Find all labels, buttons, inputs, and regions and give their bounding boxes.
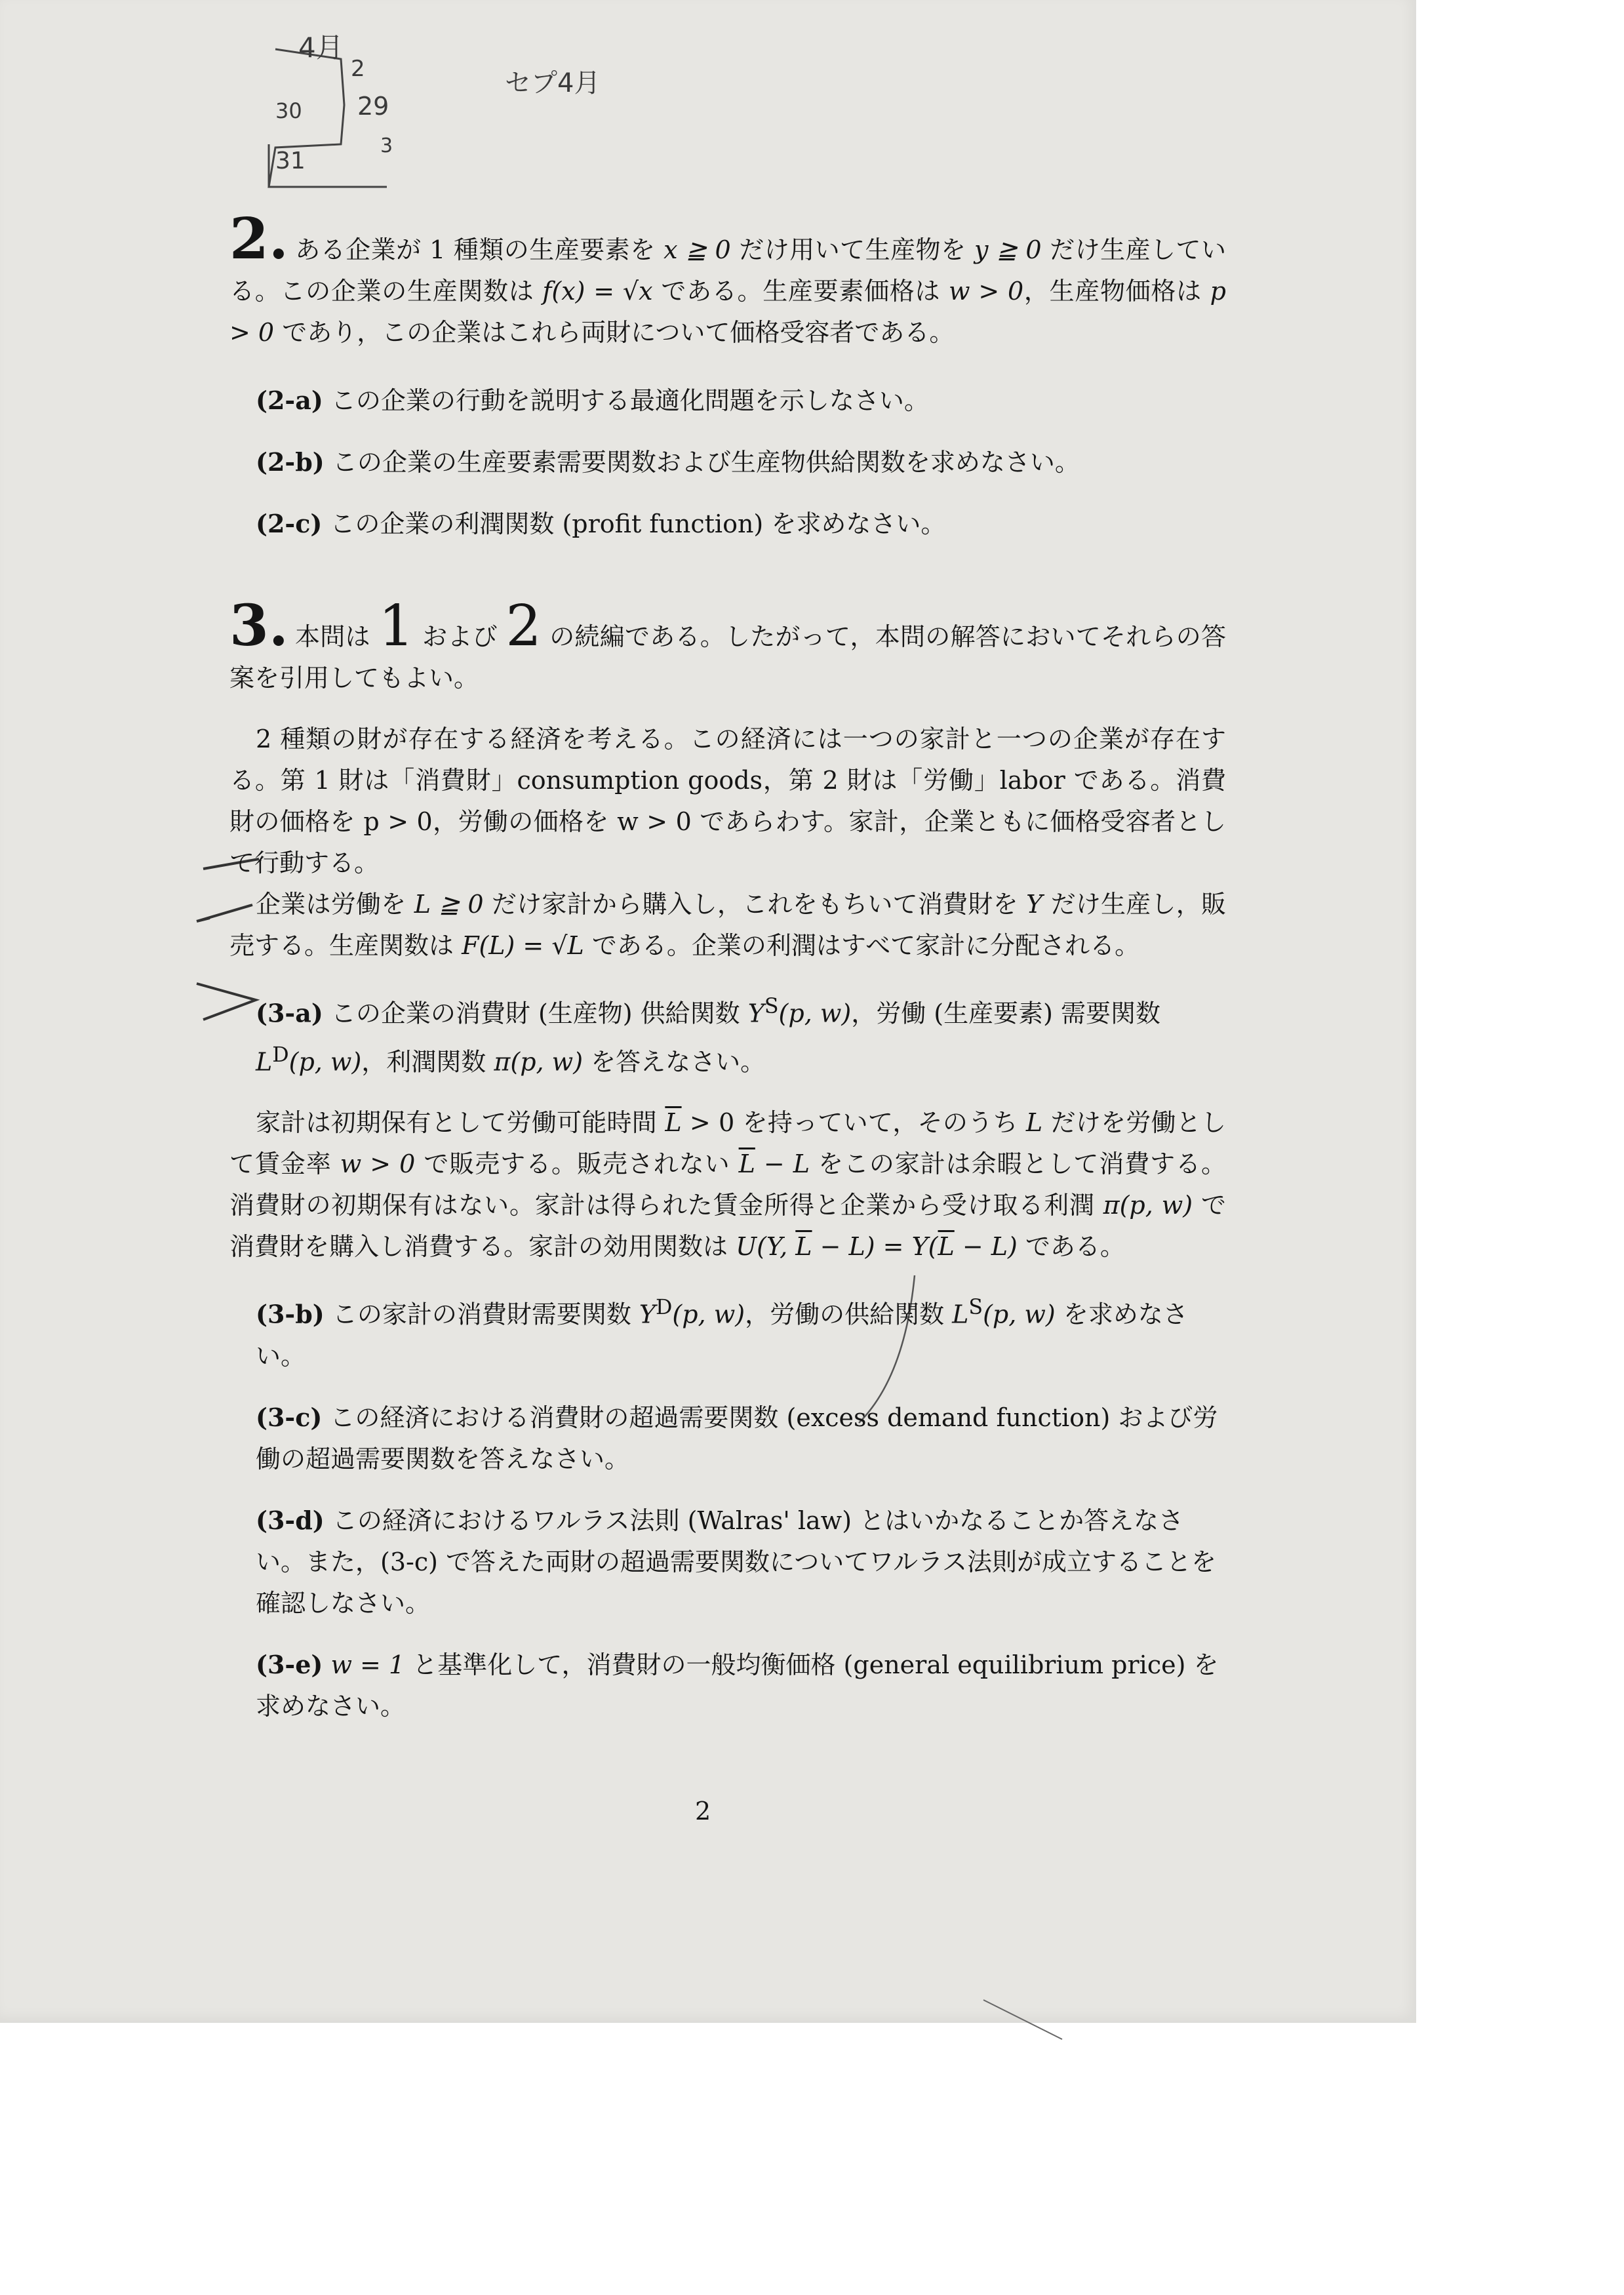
handwritten-number: 2: [351, 56, 365, 82]
question-2-intro: 2. ある企業が 1 種類の生産要素を x ≧ 0 だけ用いて生産物を y ≧ 0 だけ生産している。この企業の生産関数は f(x) = √x である。生産要素価格は w > 0，生産物価格は p > 0 であり，この企業はこれら両財について価格受容者である。: [229, 206, 1226, 347]
question-2b: (2-b) この企業の生産要素需要関数および生産物供給関数を求めなさい。: [256, 447, 1080, 477]
handwritten-number: 30: [275, 98, 302, 123]
question-2a: (2-a) この企業の行動を説明する最適化問題を示しなさい。: [256, 386, 929, 415]
handwritten-month: 4月: [298, 31, 344, 64]
question-3a: (3-a) この企業の消費財 (生産物) 供給関数 $Y^S(p$, w)，労働 (生産要素) 需要関数 $L^D(p$, w)，利潤関数 π(p, w) を答えなさい。: [256, 995, 1161, 1077]
question-2: [229, 206, 1226, 545]
question-3-firm: 企業は労働を L ≧ 0 だけ家計から購入し，これをもちいて消費財を Y だけ生産し，販売する。生産関数は F(L) = √L である。企業の利潤はすべて家計に分配される。: [229, 890, 1226, 960]
question-3-household: 家計は初期保有として労働可能時間 $\overline{L} > 0$ を持っていて，そのうち L だけを労働として賃金率 w > 0 で販売する。販売されない $\overline{L} - L$ をこの家計は余暇として消費する。消費財の初期保有はない。家計は得られた賃金所得と企業から受け取る利潤 π(p, w) で消費財を購入し消費する。家計の効用関数は U(Y, $\overline{L} - L) = Y(\overline{L} - L)$ である。: [229, 1108, 1226, 1262]
handwritten-note: セプ4月: [505, 68, 601, 98]
question-number: 3.: [229, 593, 288, 659]
question-3e: (3-e) w = 1 と基準化して，消費財の一般均衡価格 (general equilibrium price) を求めなさい。: [256, 1649, 1219, 1721]
question-3-setting: 2 種類の財が存在する経済を考える。この経済には一つの家計と一つの企業が存在する。第 1 財は「消費財」consumption goods，第 2 財は「労働」labor である。消費財の価格を p > 0，労働の価格を w > 0 であらわす。家計，企業ともに価格受容者として行動する。: [229, 725, 1226, 877]
question-2c: (2-c) この企業の利潤関数 (profit function) を求めなさい。: [256, 509, 946, 538]
question-3: [229, 593, 1226, 1727]
handwritten-number: 29: [357, 92, 389, 121]
handwritten-number: 3: [380, 134, 393, 157]
question-number: 2.: [229, 206, 288, 272]
question-3b: (3-b) この家計の消費財需要関数 $Y^D(p$, w)，労働の供給関数 $L^S(p$, w) を求めなさい。: [256, 1296, 1188, 1370]
question-3-intro: 3. 本問は 1 および 2 の続編である。したがって，本問の解答においてそれらの答案を引用してもよい。: [229, 593, 1226, 692]
handwritten-number: 31: [275, 148, 306, 174]
question-3c: (3-c) この経済における消費財の超過需要関数 (excess demand function) および労働の超過需要関数を答えなさい。: [256, 1402, 1218, 1473]
question-3d: (3-d) この経済におけるワルラス法則 (Walras' law) とはいかなることか答えなさい。また，(3-c) で答えた両財の超過需要関数についてワルラス法則が成立することを確認しなさい。: [256, 1505, 1216, 1618]
page-number: 2: [695, 1797, 711, 1826]
